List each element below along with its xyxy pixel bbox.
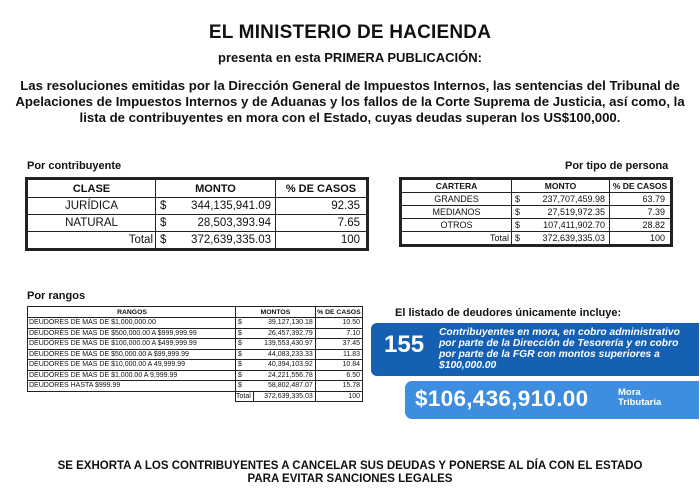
cell-pct: 7.39 — [610, 206, 671, 219]
cell-total-label: Total — [402, 232, 512, 245]
contributors-count: 155 — [384, 331, 425, 358]
cell-rango: DEUDORES HASTA $999.99 — [28, 381, 236, 392]
column-header: % DE CASOS — [317, 308, 361, 316]
column-header: % DE CASOS — [276, 180, 367, 198]
intro-paragraph: Las resoluciones emitidas por la Dirección General de Impuestos Internos, las sentencias del Tribunal de Apelaciones de Impuestos Internos y de Aduanas y los fallos de la Corte Suprema de Justicia, así como, la lista de contribuyentes en mora con el Estado, cuyas deudas superan los US$100,000. — [15, 78, 685, 125]
cell-currency: $ — [236, 360, 254, 371]
cell-pct: 10.84 — [315, 360, 362, 371]
cell-pct: 92.35 — [276, 198, 367, 215]
cell-currency: $ — [512, 193, 524, 206]
cell-monto: 26,457,392.79 — [253, 328, 315, 339]
cell-pct: 28.82 — [610, 219, 671, 232]
column-header: MONTOS — [236, 307, 316, 318]
cell-pct: 7.10 — [315, 328, 362, 339]
table-row — [28, 370, 363, 381]
table-row — [402, 206, 671, 219]
cell-monto: 58,802,487.07 — [253, 381, 315, 392]
cell-currency: $ — [512, 232, 524, 245]
cell-pct: 10.50 — [315, 318, 362, 329]
cell-total-label: Total — [236, 391, 254, 402]
cell-currency: $ — [512, 206, 524, 219]
column-header: MONTO — [512, 180, 610, 193]
cell-rango: DEUDORES DE MAS DE $10,000.00 A 49,999.99 — [28, 360, 236, 371]
table-row — [28, 318, 363, 329]
cell-clase: NATURAL — [28, 215, 156, 232]
cell-clase: JURÍDICA — [28, 198, 156, 215]
column-header: % DE CASOS — [610, 180, 671, 193]
cell-pct: 63.79 — [610, 193, 671, 206]
mora-amount-box — [405, 381, 699, 419]
section-label-contribuyente: Por contribuyente — [27, 160, 122, 172]
cell-rango: DEUDORES DE MAS DE $1,000.00 A 9,999.99 — [28, 370, 236, 381]
cell-cartera: OTROS — [402, 219, 512, 232]
column-header: MONTO — [156, 180, 276, 198]
table-total-row — [28, 232, 367, 249]
table-por-contribuyente — [27, 179, 367, 249]
table-header-row — [402, 180, 671, 193]
cell-empty — [28, 391, 236, 402]
cell-currency: $ — [156, 198, 170, 215]
mora-label — [618, 388, 661, 408]
cell-total-pct: 100 — [610, 232, 671, 245]
cell-monto: 24,221,556.78 — [253, 370, 315, 381]
cell-total-monto: 372,639,335.03 — [170, 232, 276, 249]
cell-pct: 11.83 — [315, 349, 362, 360]
cell-currency: $ — [236, 339, 254, 350]
table-row — [28, 360, 363, 371]
cell-currency: $ — [156, 215, 170, 232]
column-header: RANGOS — [28, 307, 236, 318]
table-row — [402, 219, 671, 232]
cell-total-pct: 100 — [276, 232, 367, 249]
cell-total-monto: 372,639,335.03 — [253, 391, 315, 402]
cell-currency: $ — [236, 349, 254, 360]
column-header: CARTERA — [402, 180, 512, 193]
cell-monto: 27,519,972.35 — [524, 206, 610, 219]
cell-rango: DEUDORES DE MAS DE $500,000.00 A $999,999.99 — [28, 328, 236, 339]
contributors-count-box — [371, 323, 699, 376]
table-row — [28, 381, 363, 392]
table-header-row — [28, 180, 367, 198]
cell-currency: $ — [236, 318, 254, 329]
cell-cartera: GRANDES — [402, 193, 512, 206]
cell-currency: $ — [236, 328, 254, 339]
footer-exhortation — [0, 460, 700, 486]
cell-total-pct: 100 — [315, 391, 362, 402]
cell-currency: $ — [236, 381, 254, 392]
column-header: CLASE — [28, 180, 156, 198]
table-row — [28, 349, 363, 360]
cell-monto: 39,127,130.18 — [253, 318, 315, 329]
cell-cartera: MEDIANOS — [402, 206, 512, 219]
cell-monto: 107,411,902.70 — [524, 219, 610, 232]
cell-monto: 28,503,393.94 — [170, 215, 276, 232]
cell-currency: $ — [236, 370, 254, 381]
section-label-rangos: Por rangos — [27, 290, 86, 302]
table-por-rangos — [27, 306, 363, 402]
cell-currency: $ — [512, 219, 524, 232]
cell-pct: 37.45 — [315, 339, 362, 350]
mora-label-line1: Mora — [618, 387, 641, 398]
section-label-tipo: Por tipo de persona — [565, 160, 669, 172]
cell-pct: 6.50 — [315, 370, 362, 381]
listado-label: El listado de deudores únicamente incluye: — [395, 307, 622, 319]
cell-pct: 15.78 — [315, 381, 362, 392]
cell-rango: DEUDORES DE MAS DE $1,000,000.00 — [28, 318, 236, 329]
table-row — [28, 215, 367, 232]
cell-monto: 44,083,233.33 — [253, 349, 315, 360]
cell-monto: 139,553,430.97 — [253, 339, 315, 350]
cell-currency: $ — [156, 232, 170, 249]
cell-total-label: Total — [28, 232, 156, 249]
table-total-row — [28, 391, 363, 402]
footer-line-2: PARA EVITAR SANCIONES LEGALES — [247, 473, 453, 485]
table-por-tipo — [401, 179, 671, 245]
cell-monto: 237,707,459.98 — [524, 193, 610, 206]
mora-amount: $106,436,910.00 — [415, 386, 589, 411]
table-row — [28, 339, 363, 350]
table-total-row — [402, 232, 671, 245]
cell-monto: 344,135,941.09 — [170, 198, 276, 215]
table-row — [28, 328, 363, 339]
table-header-row — [28, 307, 363, 318]
cell-total-monto: 372,639,335.03 — [524, 232, 610, 245]
page-title: EL MINISTERIO DE HACIENDA — [208, 22, 492, 43]
table-row — [402, 193, 671, 206]
cell-rango: DEUDORES DE MAS DE $100,000.00 A $499,999.99 — [28, 339, 236, 350]
cell-pct: 7.65 — [276, 215, 367, 232]
mora-label-line2: Tributaria — [618, 397, 662, 408]
cell-rango: DEUDORES DE MAS DE $50,000.00 A $99,999.99 — [28, 349, 236, 360]
footer-line-1: SE EXHORTA A LOS CONTRIBUYENTES A CANCELAR SUS DEUDAS Y PONERSE AL DÍA CON EL ESTADO — [57, 460, 643, 472]
cell-monto: 40,394,103.92 — [253, 360, 315, 371]
table-row — [28, 198, 367, 215]
page-subtitle: presenta en esta PRIMERA PUBLICACIÓN: — [218, 50, 482, 65]
contributors-description: Contribuyentes en mora, en cobro administrativo por parte de la Dirección de Tesorería y en cobro por parte de la FGR con montos superiores a $100,000.00 — [439, 327, 680, 371]
